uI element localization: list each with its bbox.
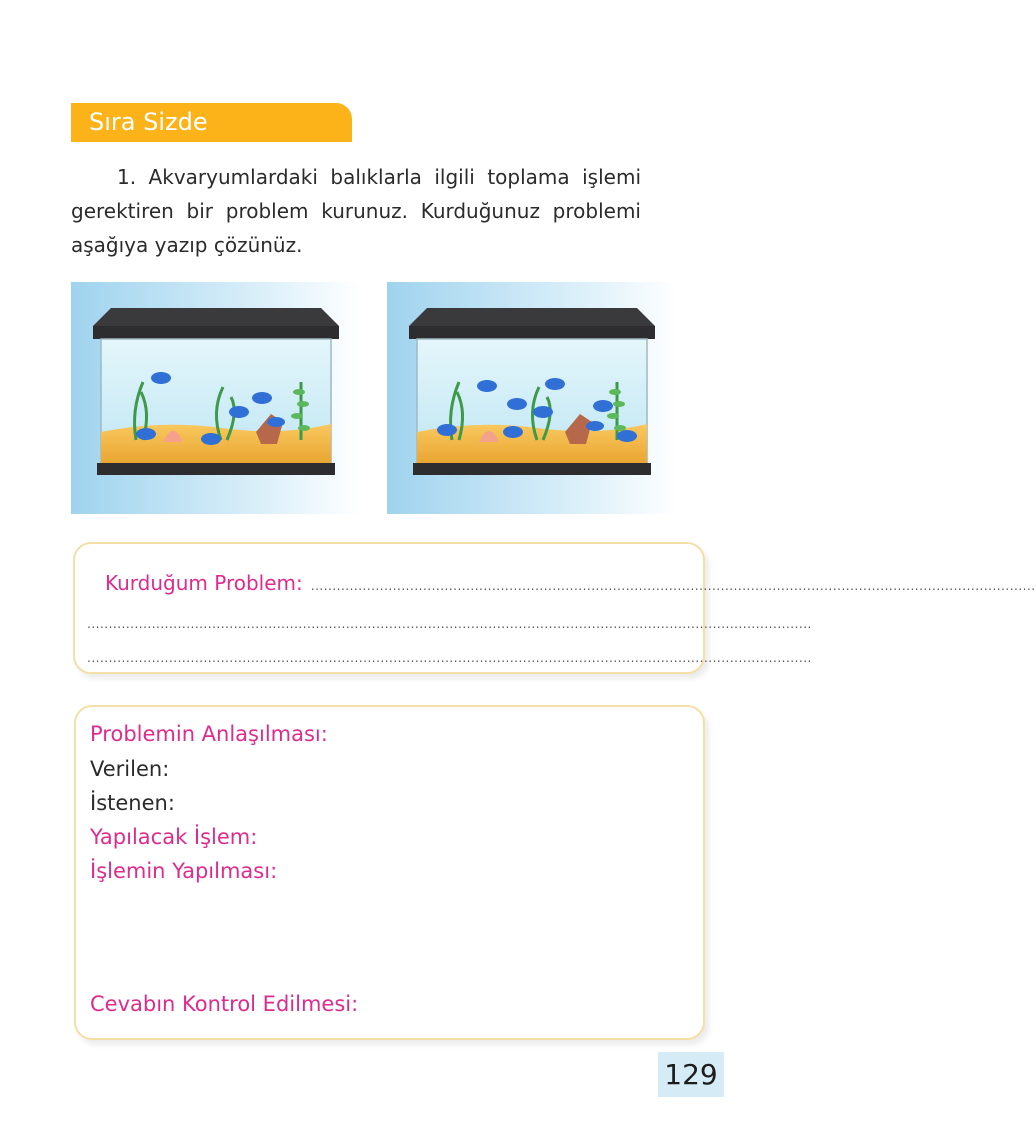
dotted-line: ........................................................................................................................................................................ bbox=[87, 617, 812, 631]
solution-box bbox=[74, 705, 705, 1040]
problem-label: Kurduğum Problem: bbox=[105, 571, 303, 595]
aquarium-image-left bbox=[71, 282, 361, 514]
page-number: 129 bbox=[658, 1052, 724, 1097]
instruction-text: 1. Akvaryumlardaki balıklarla ilgili toplama işlemi gerektiren bir problem kurunuz. Kurduğunuz problemi aşağıya yazıp çözünüz. bbox=[71, 165, 641, 257]
aquarium-image-right bbox=[387, 282, 677, 514]
problem-line-3 bbox=[87, 640, 812, 670]
doing-operation-heading: İşlemin Yapılması: bbox=[90, 859, 278, 883]
problem-line-2 bbox=[87, 606, 812, 636]
dotted-line: ........................................................................................................................................................................ bbox=[87, 651, 812, 665]
understanding-heading: Problemin Anlaşılması: bbox=[90, 722, 328, 746]
asked-label: İstenen: bbox=[90, 791, 175, 815]
problem-writing-box bbox=[73, 542, 1036, 674]
problem-line-1 bbox=[87, 568, 1036, 598]
section-banner bbox=[71, 103, 352, 142]
operation-heading: Yapılacak İşlem: bbox=[90, 825, 258, 849]
given-label: Verilen: bbox=[90, 757, 170, 781]
dotted-line: ........................................................................................................................................................................ bbox=[310, 579, 1036, 593]
section-title: Sıra Sizde bbox=[89, 108, 208, 136]
check-answer-heading: Cevabın Kontrol Edilmesi: bbox=[90, 992, 359, 1016]
